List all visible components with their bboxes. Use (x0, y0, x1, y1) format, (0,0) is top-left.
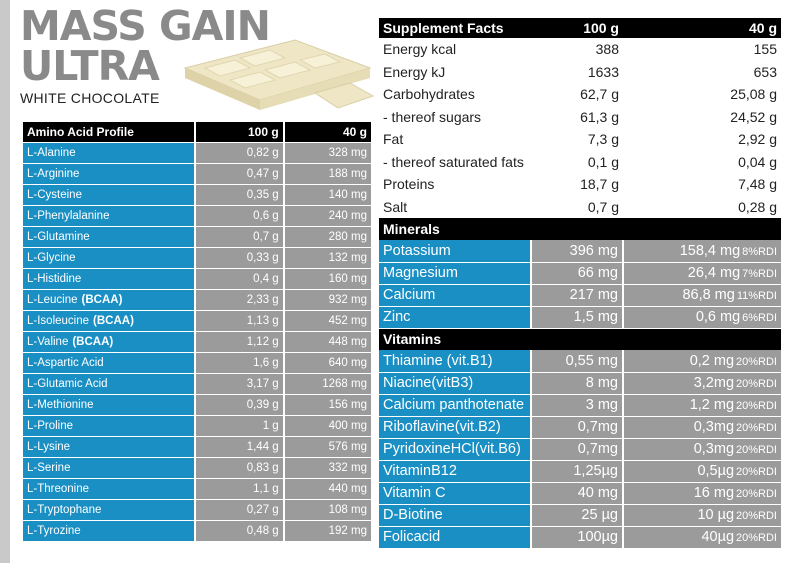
vitamin-row (379, 482, 781, 504)
rdi-label: 20%RDI (736, 510, 777, 522)
amino-name-text: L-Lysine (27, 440, 71, 453)
amino-value-40g: 452 mg (284, 310, 372, 331)
amino-name (23, 142, 195, 163)
amino-name-text: L-Arginine (27, 167, 80, 180)
fact-name: - thereof sugars (383, 108, 482, 125)
mineral-row-value-40g (623, 262, 781, 284)
mineral-row-value-100g: 66 mg (531, 262, 623, 284)
vitamin-row-value-100g: 40 mg (531, 482, 623, 504)
amino-name (23, 478, 195, 499)
rdi-label: 7%RDI (742, 268, 777, 280)
amino-name (23, 184, 195, 205)
amino-value-100g: 0,47 g (195, 163, 283, 184)
vitamin-row (379, 394, 781, 416)
fact-name: Carbohydrates (383, 86, 475, 103)
vitamin-row-value-40g (623, 416, 781, 438)
amino-name-text: L-Methionine (27, 398, 94, 411)
amino-name (23, 436, 195, 457)
amino-value-40g: 576 mg (284, 436, 372, 457)
amino-value-100g: 0,39 g (195, 394, 283, 415)
amino-row (23, 499, 372, 520)
amino-value-40g: 132 mg (284, 247, 372, 268)
left-accent-bar (0, 0, 10, 563)
white-chocolate-image (175, 38, 375, 118)
amino-value-40g: 280 mg (284, 226, 372, 247)
supplement-header-row (379, 18, 781, 38)
amino-row (23, 289, 372, 310)
fact-row (379, 128, 781, 151)
amino-name (23, 310, 195, 331)
amino-value-100g: 1,12 g (195, 331, 283, 352)
amino-name (23, 331, 195, 352)
amino-name-text: L-Tyrozine (27, 524, 81, 537)
mineral-row-name: Magnesium (379, 262, 531, 284)
amino-row (23, 205, 372, 226)
amino-row (23, 436, 372, 457)
mineral-row (379, 240, 781, 262)
mineral-row-value-40g-text: 86,8 mg (682, 287, 735, 303)
amino-value-100g: 0,7 g (195, 226, 283, 247)
vitamin-row (379, 504, 781, 526)
supplement-header-name: Supplement Facts (379, 18, 531, 38)
amino-row (23, 478, 372, 499)
amino-value-40g: 1268 mg (284, 373, 372, 394)
mineral-row-name: Zinc (379, 306, 531, 328)
vitamin-row-name: Calcium panthotenate (379, 394, 531, 416)
amino-name-text: L-Threonine (27, 482, 90, 495)
vitamin-row-value-100g: 8 mg (531, 372, 623, 394)
mineral-row (379, 306, 781, 328)
vitamin-row (379, 460, 781, 482)
fact-row (379, 83, 781, 106)
amino-name-text: L-Phenylalanine (27, 209, 110, 222)
amino-value-100g: 0,4 g (195, 268, 283, 289)
amino-row (23, 142, 372, 163)
rdi-label: 11%RDI (736, 290, 777, 302)
fact-value-40g: 155 (753, 41, 777, 58)
amino-row (23, 457, 372, 478)
amino-row (23, 226, 372, 247)
amino-name-text: L-Isoleucine (27, 314, 90, 327)
amino-header-100g: 100 g (195, 122, 283, 142)
vitamin-row-name: VitaminB12 (379, 460, 531, 482)
amino-value-100g: 1 g (195, 415, 283, 436)
vitamin-row-name: Vitamin C (379, 482, 531, 504)
vitamin-row-value-100g: 0,55 mg (531, 350, 623, 372)
vitamin-row-name: Riboflavine(vit.B2) (379, 416, 531, 438)
amino-row (23, 394, 372, 415)
amino-name-text: L-Glycine (27, 251, 76, 264)
vitamin-row-value-40g (623, 372, 781, 394)
mineral-row-name: Calcium (379, 284, 531, 306)
fact-value-40g: 653 (753, 63, 777, 80)
amino-name (23, 352, 195, 373)
vitamin-row (379, 372, 781, 394)
fact-value-100g: 0,7 g (587, 198, 619, 215)
amino-value-100g: 1,13 g (195, 310, 283, 331)
vitamin-row (379, 416, 781, 438)
amino-name-text: L-Histidine (27, 272, 82, 285)
vitamin-row-value-100g: 100µg (531, 526, 623, 548)
amino-value-100g: 0,82 g (195, 142, 283, 163)
amino-name (23, 415, 195, 436)
amino-name (23, 394, 195, 415)
amino-value-40g: 188 mg (284, 163, 372, 184)
amino-value-40g: 932 mg (284, 289, 372, 310)
amino-row (23, 373, 372, 394)
fact-value-100g: 7,3 g (587, 131, 619, 148)
amino-row (23, 268, 372, 289)
amino-value-100g: 1,6 g (195, 352, 283, 373)
amino-name-text: L-Alanine (27, 146, 76, 159)
fact-value-40g: 25,08 g (730, 86, 777, 103)
vitamin-row-value-100g: 1,25µg (531, 460, 623, 482)
mineral-row-value-40g-text: 26,4 mg (687, 265, 741, 281)
vitamin-row (379, 526, 781, 548)
vitamin-row-name: Thiamine (vit.B1) (379, 350, 531, 372)
amino-name (23, 373, 195, 394)
rdi-label: 8%RDI (742, 245, 777, 258)
fact-row (379, 173, 781, 196)
amino-value-40g: 160 mg (284, 268, 372, 289)
fact-value-40g: 2,92 g (738, 131, 777, 148)
minerals-label: Minerals (379, 218, 531, 240)
rdi-label: 20%RDI (736, 378, 777, 390)
vitamin-row-value-100g: 0,7mg (531, 416, 623, 438)
amino-header-40g: 40 g (284, 122, 372, 142)
rdi-label: 20%RDI (736, 532, 777, 544)
fact-row (379, 106, 781, 129)
fact-row (379, 151, 781, 174)
bcaa-tag: (BCAA) (81, 293, 123, 306)
amino-name-text: L-Glutamic Acid (27, 377, 108, 390)
rdi-label: 20%RDI (736, 466, 777, 478)
amino-name (23, 205, 195, 226)
mineral-row-value-40g-text: 0,6 mg (695, 309, 741, 325)
title-line-1: MASS GAIN (20, 2, 270, 50)
amino-value-100g: 0,33 g (195, 247, 283, 268)
fact-value-100g: 62,7 g (580, 86, 619, 103)
amino-name-text: L-Serine (27, 461, 71, 474)
amino-row (23, 520, 372, 541)
amino-value-40g: 156 mg (284, 394, 372, 415)
vitamin-row-value-40g (623, 482, 781, 504)
vitamin-row-value-40g-text: 3,2mg (693, 375, 735, 391)
amino-name-text: L-Aspartic Acid (27, 356, 104, 369)
fact-name: Energy kcal (383, 41, 457, 58)
fact-row (379, 196, 781, 219)
vitamin-row-value-40g-text: 16 mg (693, 485, 735, 501)
vitamin-row-name: D-Biotine (379, 504, 531, 526)
supplement-facts-table (379, 18, 781, 549)
fact-value-100g: 0,1 g (587, 153, 619, 170)
supplement-header-40g: 40 g (623, 18, 781, 38)
supplement-header-100g: 100 g (531, 18, 623, 38)
mineral-row-value-100g: 1,5 mg (531, 306, 623, 328)
fact-value-40g: 7,48 g (738, 176, 777, 193)
amino-name (23, 520, 195, 541)
fact-value-100g: 61,3 g (580, 108, 619, 125)
amino-name (23, 457, 195, 478)
amino-row (23, 184, 372, 205)
amino-value-40g: 400 mg (284, 415, 372, 436)
vitamins-label: Vitamins (379, 328, 531, 350)
fact-value-100g: 388 (595, 41, 619, 58)
amino-acid-table (23, 122, 373, 542)
amino-value-100g: 0,48 g (195, 520, 283, 541)
vitamin-row-value-40g-text: 0,5µg (697, 463, 735, 479)
vitamin-row-value-40g-text: 40µg (701, 529, 735, 545)
vitamin-row-name: PyridoxineHCl(vit.B6) (379, 438, 531, 460)
mineral-row-value-40g-text: 158,4 mg (679, 242, 741, 259)
amino-name (23, 289, 195, 310)
amino-row (23, 163, 372, 184)
rdi-label: 20%RDI (736, 400, 777, 412)
vitamin-row-value-40g-text: 0,3mg (693, 441, 735, 457)
title-line-2: ULTRA (20, 42, 159, 90)
mineral-row-value-40g (623, 240, 781, 262)
amino-value-100g: 0,27 g (195, 499, 283, 520)
amino-name (23, 247, 195, 268)
fact-name: - thereof saturated fats (383, 153, 524, 170)
bcaa-tag: (BCAA) (93, 314, 134, 327)
amino-value-100g: 1,44 g (195, 436, 283, 457)
fact-value-100g: 1633 (587, 63, 619, 80)
mineral-row-value-100g: 396 mg (531, 240, 623, 262)
rdi-label: 20%RDI (736, 422, 777, 434)
amino-row (23, 415, 372, 436)
fact-row (379, 61, 781, 84)
vitamin-row-value-40g-text: 1,2 mg (689, 397, 735, 413)
fact-row (379, 38, 781, 61)
mineral-row (379, 262, 781, 284)
fact-name: Energy kJ (383, 63, 446, 80)
fact-value-40g: 0,28 g (738, 198, 777, 215)
amino-value-40g: 640 mg (284, 352, 372, 373)
amino-name-text: L-Glutamine (27, 230, 90, 243)
minerals-section-header (379, 218, 781, 240)
amino-value-40g: 240 mg (284, 205, 372, 226)
vitamin-row-value-40g (623, 504, 781, 526)
amino-value-100g: 3,17 g (195, 373, 283, 394)
mineral-row (379, 284, 781, 306)
fact-name: Proteins (383, 176, 435, 193)
vitamin-row-value-40g (623, 438, 781, 460)
rdi-label: 20%RDI (736, 355, 777, 368)
amino-value-40g: 448 mg (284, 331, 372, 352)
mineral-row-value-40g (623, 306, 781, 328)
fact-value-40g: 0,04 g (738, 153, 777, 170)
amino-name-text: L-Leucine (27, 293, 78, 306)
amino-name-text: L-Tryptophane (27, 503, 102, 516)
flavor-label: WHITE CHOCOLATE (20, 90, 160, 106)
amino-row (23, 247, 372, 268)
amino-value-100g: 1,1 g (195, 478, 283, 499)
vitamin-row-name: Niacine(vitB3) (379, 372, 531, 394)
amino-header-name: Amino Acid Profile (23, 122, 195, 142)
amino-value-100g: 0,35 g (195, 184, 283, 205)
rdi-label: 20%RDI (736, 444, 777, 456)
amino-name-text: L-Cysteine (27, 188, 82, 201)
fact-value-40g: 24,52 g (730, 108, 777, 125)
vitamins-section-header (379, 328, 781, 350)
vitamin-row-value-100g: 25 µg (531, 504, 623, 526)
amino-row (23, 310, 372, 331)
vitamin-row (379, 438, 781, 460)
amino-header-row (23, 122, 372, 142)
amino-value-100g: 0,83 g (195, 457, 283, 478)
amino-name-text: L-Proline (27, 419, 74, 432)
amino-value-100g: 2,33 g (195, 289, 283, 310)
vitamin-row-value-40g-text: 10 µg (697, 507, 735, 523)
amino-name-text: L-Valine (27, 335, 69, 348)
amino-value-100g: 0,6 g (195, 205, 283, 226)
amino-value-40g: 140 mg (284, 184, 372, 205)
rdi-label: 20%RDI (736, 488, 777, 500)
amino-name (23, 226, 195, 247)
rdi-label: 6%RDI (742, 312, 777, 324)
vitamin-row-value-40g (623, 350, 781, 372)
vitamin-row-value-40g (623, 394, 781, 416)
amino-name (23, 163, 195, 184)
amino-row (23, 331, 372, 352)
amino-name (23, 499, 195, 520)
vitamin-row-value-100g: 0,7mg (531, 438, 623, 460)
amino-value-40g: 440 mg (284, 478, 372, 499)
amino-row (23, 352, 372, 373)
fact-value-100g: 18,7 g (580, 176, 619, 193)
vitamin-row-value-40g (623, 460, 781, 482)
fact-name: Salt (383, 198, 408, 215)
amino-value-40g: 192 mg (284, 520, 372, 541)
vitamin-row (379, 350, 781, 372)
mineral-row-value-40g (623, 284, 781, 306)
vitamin-row-value-100g: 3 mg (531, 394, 623, 416)
mineral-row-name: Potassium (379, 240, 531, 262)
amino-value-40g: 108 mg (284, 499, 372, 520)
vitamin-row-value-40g-text: 0,2 mg (689, 352, 735, 369)
fact-name: Fat (383, 131, 404, 148)
vitamin-row-value-40g (623, 526, 781, 548)
vitamin-row-value-40g-text: 0,3mg (693, 419, 735, 435)
amino-name (23, 268, 195, 289)
vitamin-row-name: Folicacid (379, 526, 531, 548)
amino-value-40g: 332 mg (284, 457, 372, 478)
mineral-row-value-100g: 217 mg (531, 284, 623, 306)
bcaa-tag: (BCAA) (72, 335, 114, 348)
amino-value-40g: 328 mg (284, 142, 372, 163)
